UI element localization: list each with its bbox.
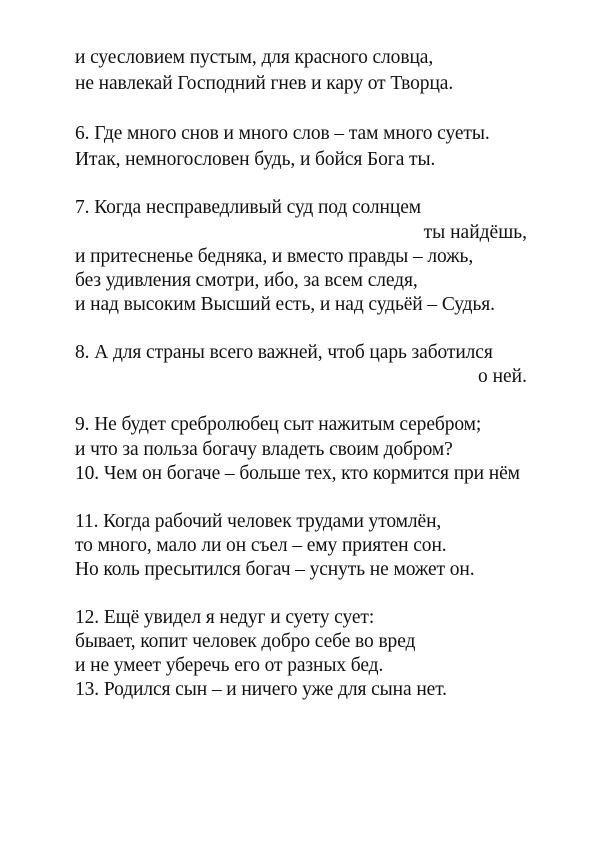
poem-line: и что за польза богачу владеть своим добром?: [75, 439, 453, 460]
poem-line: и притесненье бедняка, и вместо правды – ложь,: [75, 246, 474, 267]
poem-line: Но коль пресытился богач – уснуть не может он.: [75, 559, 475, 580]
poem-line-continuation: ты найдёшь,: [423, 222, 527, 243]
poem-line: и над высоким Высший есть, и над судьёй – Судья.: [75, 294, 495, 315]
poem-line: 6. Где много снов и много слов – там много суеты.: [75, 123, 490, 144]
poem-line: 10. Чем он богаче – больше тех, кто кормится при нём: [75, 463, 520, 484]
poem-line: 8. А для страны всего важней, чтоб царь заботился: [75, 342, 493, 363]
poem-line: 12. Ещё увидел я недуг и суету сует:: [75, 607, 375, 628]
poem-line: 7. Когда несправедливый суд под солнцем: [75, 197, 422, 218]
poem-line: не навлекай Господний гнев и кару от Творца.: [75, 73, 454, 94]
poem-line: то много, мало ли он съел – ему приятен сон.: [75, 535, 447, 556]
poem-line: 13. Родился сын – и ничего уже для сына нет.: [75, 679, 447, 700]
poem-line: 9. Не будет сребролюбец сыт нажитым серебром;: [75, 414, 482, 435]
poem-line: и не умеет уберечь его от разных бед.: [75, 655, 384, 676]
poem-line-continuation: о ней.: [477, 366, 527, 387]
poem-line: бывает, копит человек добро себе во вред: [75, 631, 416, 652]
poem-line: и суесловием пустым, для красного словца,: [75, 47, 434, 68]
poem-line: 11. Когда рабочий человек трудами утомлён,: [75, 511, 442, 532]
poem-line: Итак, немногословен будь, и бойся Бога ты.: [75, 149, 436, 170]
poem-line: без удивления смотри, ибо, за всем следя,: [75, 270, 418, 291]
